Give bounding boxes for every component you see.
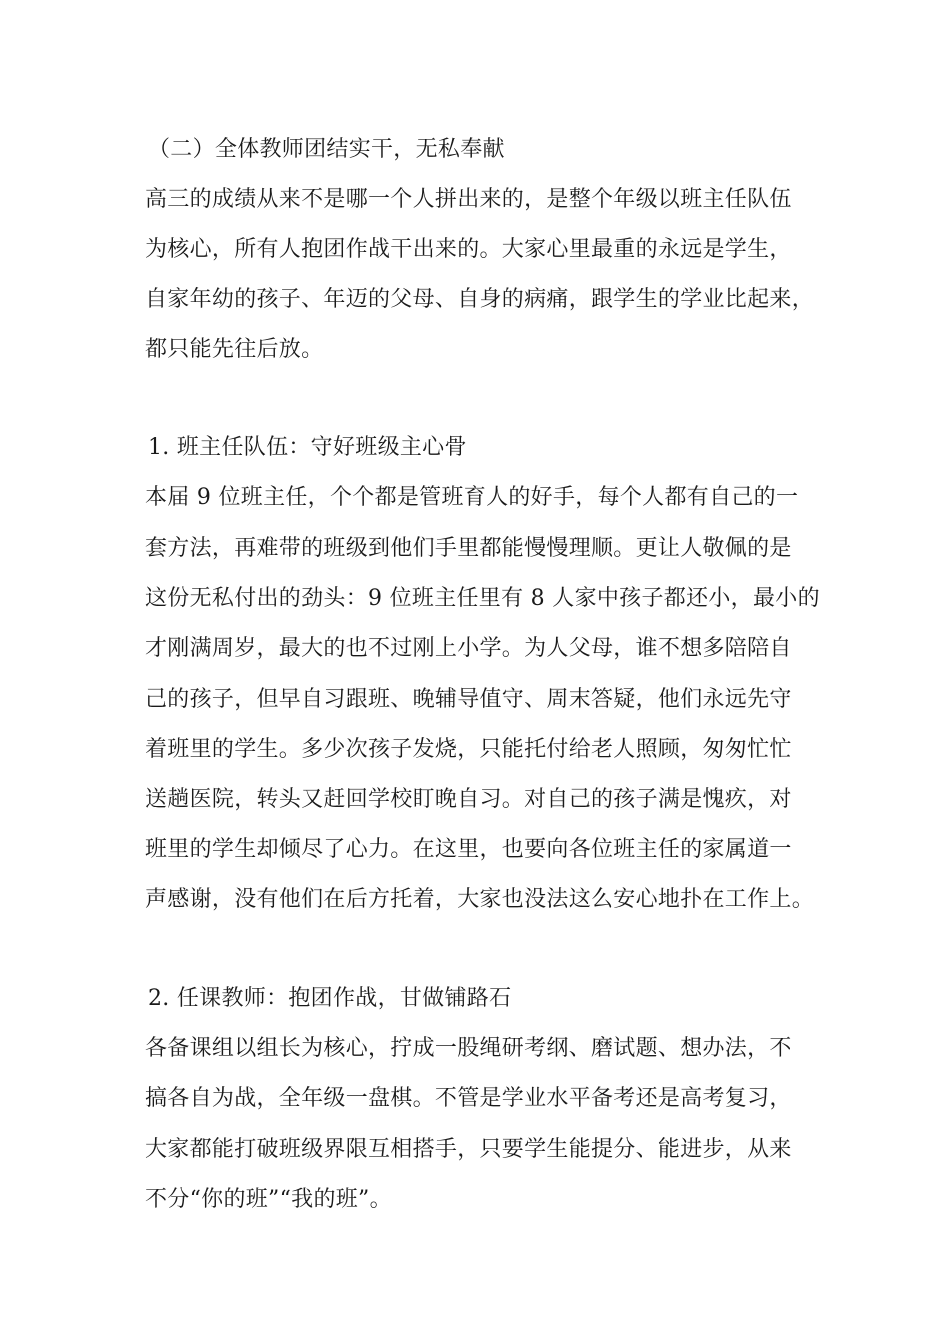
- paragraph-line: 为核心，所有人抱团作战干出来的。大家心里最重的永远是学生，: [145, 237, 792, 262]
- section-heading-homeroom-teachers: 1. 班主任队伍：守好班级主心骨: [148, 435, 467, 460]
- paragraph-line: 不分“你的班”“我的班”。: [145, 1187, 392, 1212]
- paragraph-line: 本届 9 位班主任，个个都是管班育人的好手，每个人都有自己的一: [145, 485, 799, 510]
- paragraph-line: 着班里的学生。多少次孩子发烧，只能托付给老人照顾，匆匆忙忙: [145, 737, 792, 762]
- paragraph-line: 己的孩子，但早自习跟班、晚辅导值守、周末答疑，他们永远先守: [145, 687, 792, 712]
- paragraph-line: 才刚满周岁，最大的也不过刚上小学。为人父母，谁不想多陪陪自: [145, 636, 792, 661]
- paragraph-line: 自家年幼的孩子、年迈的父母、自身的病痛，跟学生的学业比起来，: [145, 287, 815, 312]
- section-heading-unity: （二）全体教师团结实干，无私奉献: [148, 137, 505, 162]
- paragraph-line: 各备课组以组长为核心，拧成一股绳研考纲、磨试题、想办法，不: [145, 1036, 792, 1061]
- paragraph-line: 声感谢，没有他们在后方托着，大家也没法这么安心地扑在工作上。: [145, 887, 815, 912]
- paragraph-line: 大家都能打破班级界限互相搭手，只要学生能提分、能进步，从来: [145, 1137, 792, 1162]
- paragraph-line: 这份无私付出的劲头：9 位班主任里有 8 人家中孩子都还小，最小的: [145, 586, 820, 611]
- paragraph-line: 套方法，再难带的班级到他们手里都能慢慢理顺。更让人敬佩的是: [145, 536, 792, 561]
- paragraph-line: 班里的学生却倾尽了心力。在这里，也要向各位班主任的家属道一: [145, 837, 792, 862]
- paragraph-line: 高三的成绩从来不是哪一个人拼出来的，是整个年级以班主任队伍: [145, 187, 792, 212]
- paragraph-line: 都只能先往后放。: [145, 337, 324, 362]
- paragraph-line: 搞各自为战，全年级一盘棋。不管是学业水平备考还是高考复习，: [145, 1086, 792, 1111]
- paragraph-line: 送趟医院，转头又赶回学校盯晚自习。对自己的孩子满是愧疚，对: [145, 787, 792, 812]
- section-heading-subject-teachers: 2. 任课教师：抱团作战，甘做铺路石: [148, 986, 512, 1011]
